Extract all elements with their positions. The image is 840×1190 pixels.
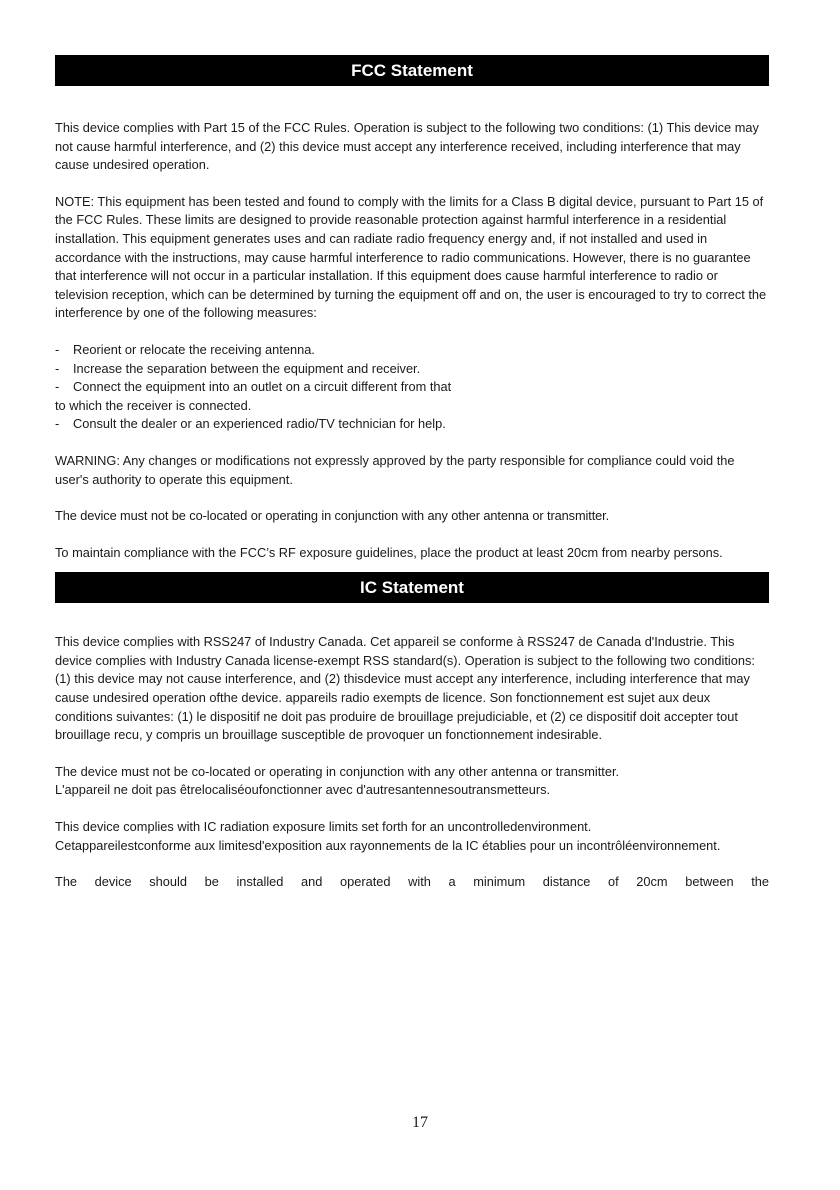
ic-compliance-paragraph: This device complies with RSS247 of Industry Canada. Cet appareil se conforme à RSS247 de Canada d'Industrie. This device complies with Industry Canada license-exempt RSS standard(s). Operation is subject to the following two conditions: (1) this device may not cause interference, and (2) thisdevice must accept any interference, including interference that may cause undesired operation ofthe device. appareils radio exempts de licence. Son fonctionnement est sujet aux deux conditions suivantes: (1) le dispositif ne doit pas produire de brouillage prejudiciable, et (2) ce dispositif doit accepter tout brouillage recu, y compris un brouillage susceptible de provoquer un fonctionnement indesirable. (55, 634, 755, 743)
fcc-measures-list (55, 341, 769, 434)
ic-distance-paragraph: The device should be installed and operated with a minimum distance of 20cm between the (55, 874, 769, 890)
ic-exposure-paragraph-fr: Cetappareilestconforme aux limitesd'exposition aux rayonnements de la IC établies pour un incontrôléenvironnement. (55, 837, 721, 853)
ic-colocation-paragraph-fr: L'appareil ne doit pas êtrelocaliséoufonctionner avec d'autresantennesoutransmetteurs. (55, 782, 551, 798)
list-item: - Reorient or relocate the receiving antenna. (55, 341, 315, 357)
manual-page (55, 55, 769, 892)
fcc-statement-heading: FCC Statement (55, 55, 769, 86)
list-item-continuation: to which the receiver is connected. (55, 397, 252, 413)
fcc-warning-paragraph: WARNING: Any changes or modifications not expressly approved by the party responsible for compliance could void the user's authority to operate this equipment. (55, 452, 735, 487)
list-item: - Connect the equipment into an outlet on a circuit different from that (55, 379, 452, 395)
list-item: - Consult the dealer or an experienced radio/TV technician for help. (55, 416, 446, 432)
fcc-note-paragraph: NOTE: This equipment has been tested and found to comply with the limits for a Class B digital device, pursuant to Part 15 of the FCC Rules. These limits are designed to provide reasonable protection against harmful interference in a residential installation. This equipment generates uses and can radiate radio frequency energy and, if not installed and used in accordance with the instructions, may cause harmful interference to radio communications. However, there is no guarantee that interference will not occur in a particular installation. If this equipment does cause harmful interference to radio or television reception, which can be determined by turning the equipment off and on, the user is encouraged to try to correct the interference by one of the following measures: (55, 193, 767, 321)
fcc-compliance-paragraph: This device complies with Part 15 of the FCC Rules. Operation is subject to the following two conditions: (1) This device may not cause harmful interference, and (2) this device must accept any interference received, including interference that may cause undesired operation. (55, 120, 759, 173)
list-item: - Increase the separation between the equipment and receiver. (55, 360, 421, 376)
ic-colocation-paragraph: The device must not be co-located or operating in conjunction with any other antenna or transmitter. (55, 763, 620, 779)
ic-exposure-paragraph: This device complies with IC radiation exposure limits set forth for an uncontrolledenvironment. (55, 819, 592, 835)
page-number: 17 (412, 1114, 428, 1131)
fcc-rf-exposure-paragraph: To maintain compliance with the FCC’s RF exposure guidelines, place the product at least 20cm from nearby persons. (55, 544, 723, 560)
ic-statement-heading: IC Statement (55, 572, 769, 603)
fcc-colocation-paragraph: The device must not be co-located or operating in conjunction with any other antenna or transmitter. (55, 508, 610, 524)
